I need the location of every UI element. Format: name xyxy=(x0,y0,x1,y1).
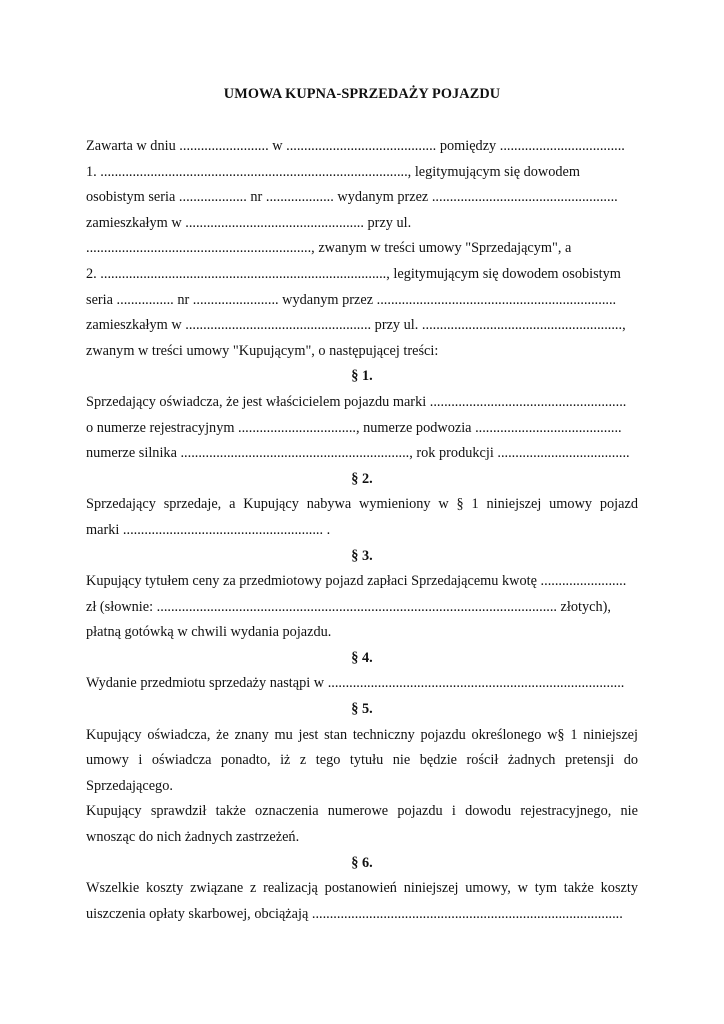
intro-line-7: seria ................ nr ........................ wydanym przez ................................................................... xyxy=(86,291,617,308)
section-5-line: Kupujący oświadcza, że znany mu jest stan techniczny pojazdu określonego w§ 1 niniejszej xyxy=(86,726,638,743)
section-5-heading: § 5. xyxy=(351,701,373,718)
document-title: UMOWA KUPNA-SPRZEDAŻY POJAZDU xyxy=(223,86,501,102)
document-body xyxy=(86,134,638,927)
section-4-line: Wydanie przedmiotu sprzedaży nastąpi w ................................................................................... xyxy=(86,675,625,692)
section-6-line: uiszczenia opłaty skarbowej, obciążają ....................................................................................... xyxy=(86,905,623,922)
section-5-line: Kupujący sprawdził także oznaczenia numerowe pojazdu i dowodu rejestracyjnego, nie xyxy=(86,803,638,820)
intro-line-6: 2. ................................................................................, legitymującym się dowodem osobistym xyxy=(86,265,621,282)
section-4-heading: § 4. xyxy=(351,649,373,666)
section-2-line: Sprzedający sprzedaje, a Kupujący nabywa wymieniony w § 1 niniejszej umowy pojazd xyxy=(86,496,638,513)
section-1-line: o numerze rejestracyjnym ................................., numerze podwozia ......................................... xyxy=(86,419,622,436)
section-2-heading: § 2. xyxy=(351,470,373,487)
intro-line-1: Zawarta w dniu ......................... w .......................................... pomiędzy ................................... xyxy=(86,138,625,154)
section-3-line: zł (słownie: ................................................................................................................ złotych), xyxy=(86,598,611,615)
section-3-line: płatną gotówką w chwili wydania pojazdu. xyxy=(86,624,332,641)
intro-line-8: zamieszkałym w .................................................... przy ul. ........................................................, xyxy=(86,317,626,334)
section-3-line: Kupujący tytułem ceny za przedmiotowy pojazd zapłaci Sprzedającemu kwotę ........................ xyxy=(86,573,627,590)
section-6-line: Wszelkie koszty związane z realizacją postanowień niniejszej umowy, w tym także koszty xyxy=(86,880,638,897)
section-1-line: Sprzedający oświadcza, że jest właścicielem pojazdu marki ....................................................... xyxy=(86,393,627,410)
section-6-heading: § 6. xyxy=(351,854,373,871)
section-5-line: umowy i oświadcza ponadto, iż z tego tytułu nie będzie rościł żadnych pretensji do xyxy=(86,752,638,769)
section-5-line: Sprzedającego. xyxy=(86,777,173,794)
intro-line-5: ..............................................................., zwanym w treści umowy "Sprzedającym", a xyxy=(86,240,572,257)
section-2-line: marki ........................................................ . xyxy=(86,521,331,538)
intro-line-3: osobistym seria ................... nr ................... wydanym przez .................................................... xyxy=(86,189,618,206)
section-3-heading: § 3. xyxy=(351,547,373,564)
section-5-line: wnosząc do nich żadnych zastrzeżeń. xyxy=(86,829,300,846)
section-1-line: numerze silnika ................................................................, rok produkcji ..................................... xyxy=(86,445,630,462)
intro-line-2: 1. ......................................................................................, legitymującym się dowodem xyxy=(86,163,581,180)
intro-line-9: zwanym w treści umowy "Kupującym", o następującej treści: xyxy=(86,342,439,359)
section-1-heading: § 1. xyxy=(351,368,373,385)
intro-line-4: zamieszkałym w .................................................. przy ul. xyxy=(86,214,412,231)
